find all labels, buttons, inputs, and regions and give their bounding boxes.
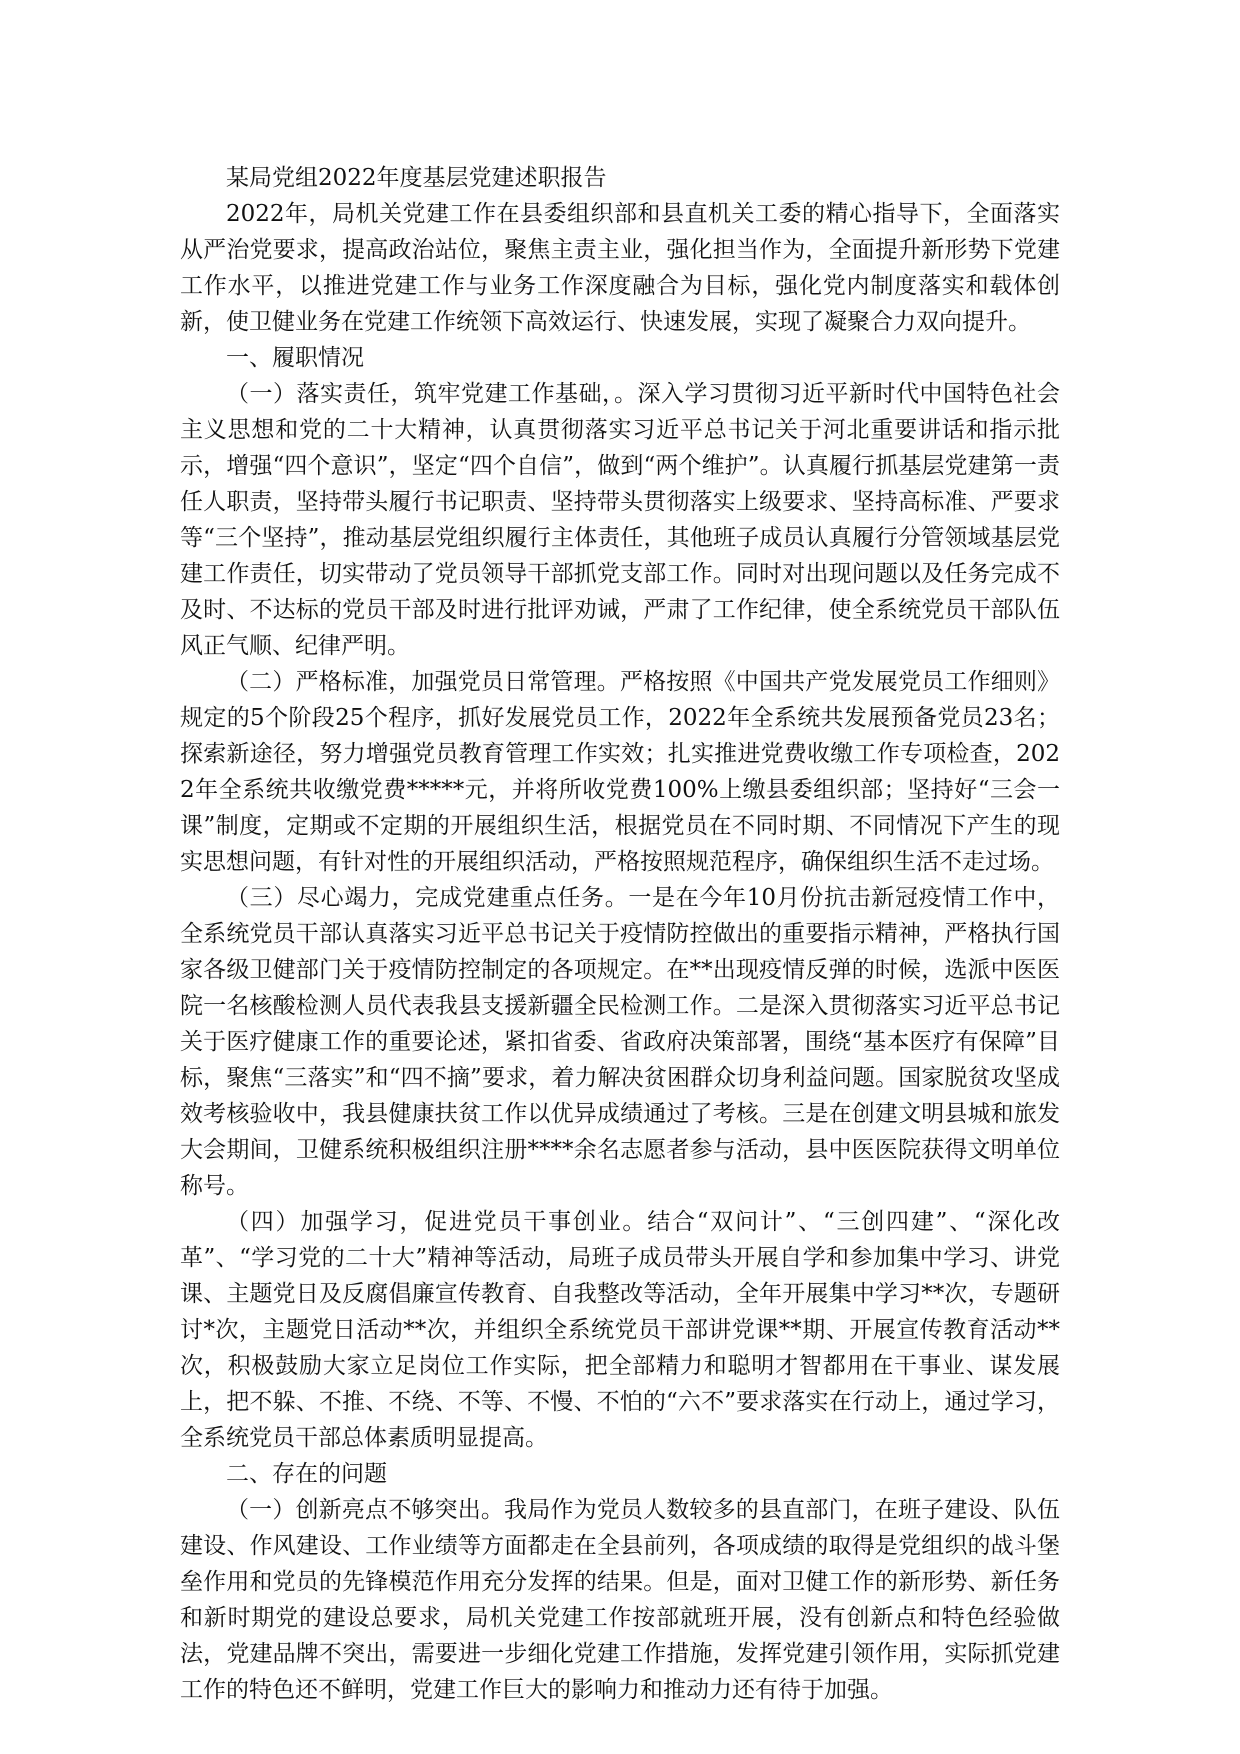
paragraph-study: （四）加强学习，促进党员干事创业。结合“双问计”、“三创四建”、“深化改革”、“学习党的二十大”精神等活动，局班子成员带头开展自学和参加集中学习、讲党课、主题党日及反腐倡廉宣传教育、自我整改等活动，全年开展集中学习**次，专题研讨*次，主题党日活动**次，并组织全系统党员干部讲党课**期、开展宣传教育活动**次，积极鼓励大家立足岗位工作实际，把全部精力和聪明才智都用在干事业、谋发展上，把不躲、不推、不绕、不等、不慢、不怕的“六不”要求落实在行动上，通过学习，全系统党员干部总体素质明显提高。 (180, 1209, 1060, 1451)
paragraph-key-tasks: （三）尽心竭力，完成党建重点任务。一是在今年10月份抗击新冠疫情工作中，全系统党员干部认真落实习近平总书记关于疫情防控做出的重要指示精神，严格执行国家各级卫健部门关于疫情防控制定的各项规定。在**出现疫情反弹的时候，选派中医医院一名核酸检测人员代表我县支援新疆全民检测工作。二是深入贯彻落实习近平总书记关于医疗健康工作的重要论述，紧扣省委、省政府决策部署，围绕“基本医疗有保障”目标，聚焦“三落实”和“四不摘”要求，着力解决贫困群众切身利益问题。国家脱贫攻坚成效考核验收中，我县健康扶贫工作以优异成绩通过了考核。三是在创建文明县城和旅发大会期间，卫健系统积极组织注册****余名志愿者参与活动，县中医医院获得文明单位称号。 (180, 885, 1060, 1199)
section-heading-problems: 二、存在的问题 (226, 1461, 387, 1487)
paragraph-innovation: （一）创新亮点不够突出。我局作为党员人数较多的县直部门，在班子建设、队伍建设、作风建设、工作业绩等方面都走在全县前列，各项成绩的取得是党组织的战斗堡垒作用和党员的先锋模范作用充分发挥的结果。但是，面对卫健工作的新形势、新任务和新时期党的建设总要求，局机关党建工作按部就班开展，没有创新点和特色经验做法，党建品牌不突出，需要进一步细化党建工作措施，发挥党建引领作用，实际抓党建工作的特色还不鲜明，党建工作巨大的影响力和推动力还有待于加强。 (180, 1497, 1060, 1703)
document-page (180, 160, 1060, 1708)
paragraph-member-management: （二）严格标准，加强党员日常管理。严格按照《中国共产党发展党员工作细则》规定的5个阶段25个程序，抓好发展党员工作，2022年全系统共发展预备党员23名；探索新途径，努力增强党员教育管理工作实效；扎实推进党费收缴工作专项检查，2022年全系统共收缴党费*****元，并将所收党费100%上缴县委组织部；坚持好“三会一课”制度，定期或不定期的开展组织生活，根据党员在不同时期、不同情况下产生的现实思想问题，有针对性的开展组织活动，严格按照规范程序，确保组织生活不走过场。 (180, 669, 1060, 875)
section-heading-duties: 一、履职情况 (226, 345, 364, 371)
document-title: 某局党组2022年度基层党建述职报告 (226, 165, 607, 191)
paragraph-responsibility: （一）落实责任，筑牢党建工作基础，。深入学习贯彻习近平新时代中国特色社会主义思想和党的二十大精神，认真贯彻落实习近平总书记关于河北重要讲话和指示批示，增强“四个意识”，坚定“四个自信”，做到“两个维护”。认真履行抓基层党建第一责任人职责，坚持带头履行书记职责、坚持带头贯彻落实上级要求、坚持高标准、严要求等“三个坚持”，推动基层党组织履行主体责任，其他班子成员认真履行分管领域基层党建工作责任，切实带动了党员领导干部抓党支部工作。同时对出现问题以及任务完成不及时、不达标的党员干部及时进行批评劝诫，严肃了工作纪律，使全系统党员干部队伍风正气顺、纪律严明。 (180, 381, 1060, 659)
paragraph-intro: 2022年，局机关党建工作在县委组织部和县直机关工委的精心指导下，全面落实从严治党要求，提高政治站位，聚焦主责主业，强化担当作为，全面提升新形势下党建工作水平，以推进党建工作与业务工作深度融合为目标，强化党内制度落实和载体创新，使卫健业务在党建工作统领下高效运行、快速发展，实现了凝聚合力双向提升。 (180, 201, 1060, 335)
